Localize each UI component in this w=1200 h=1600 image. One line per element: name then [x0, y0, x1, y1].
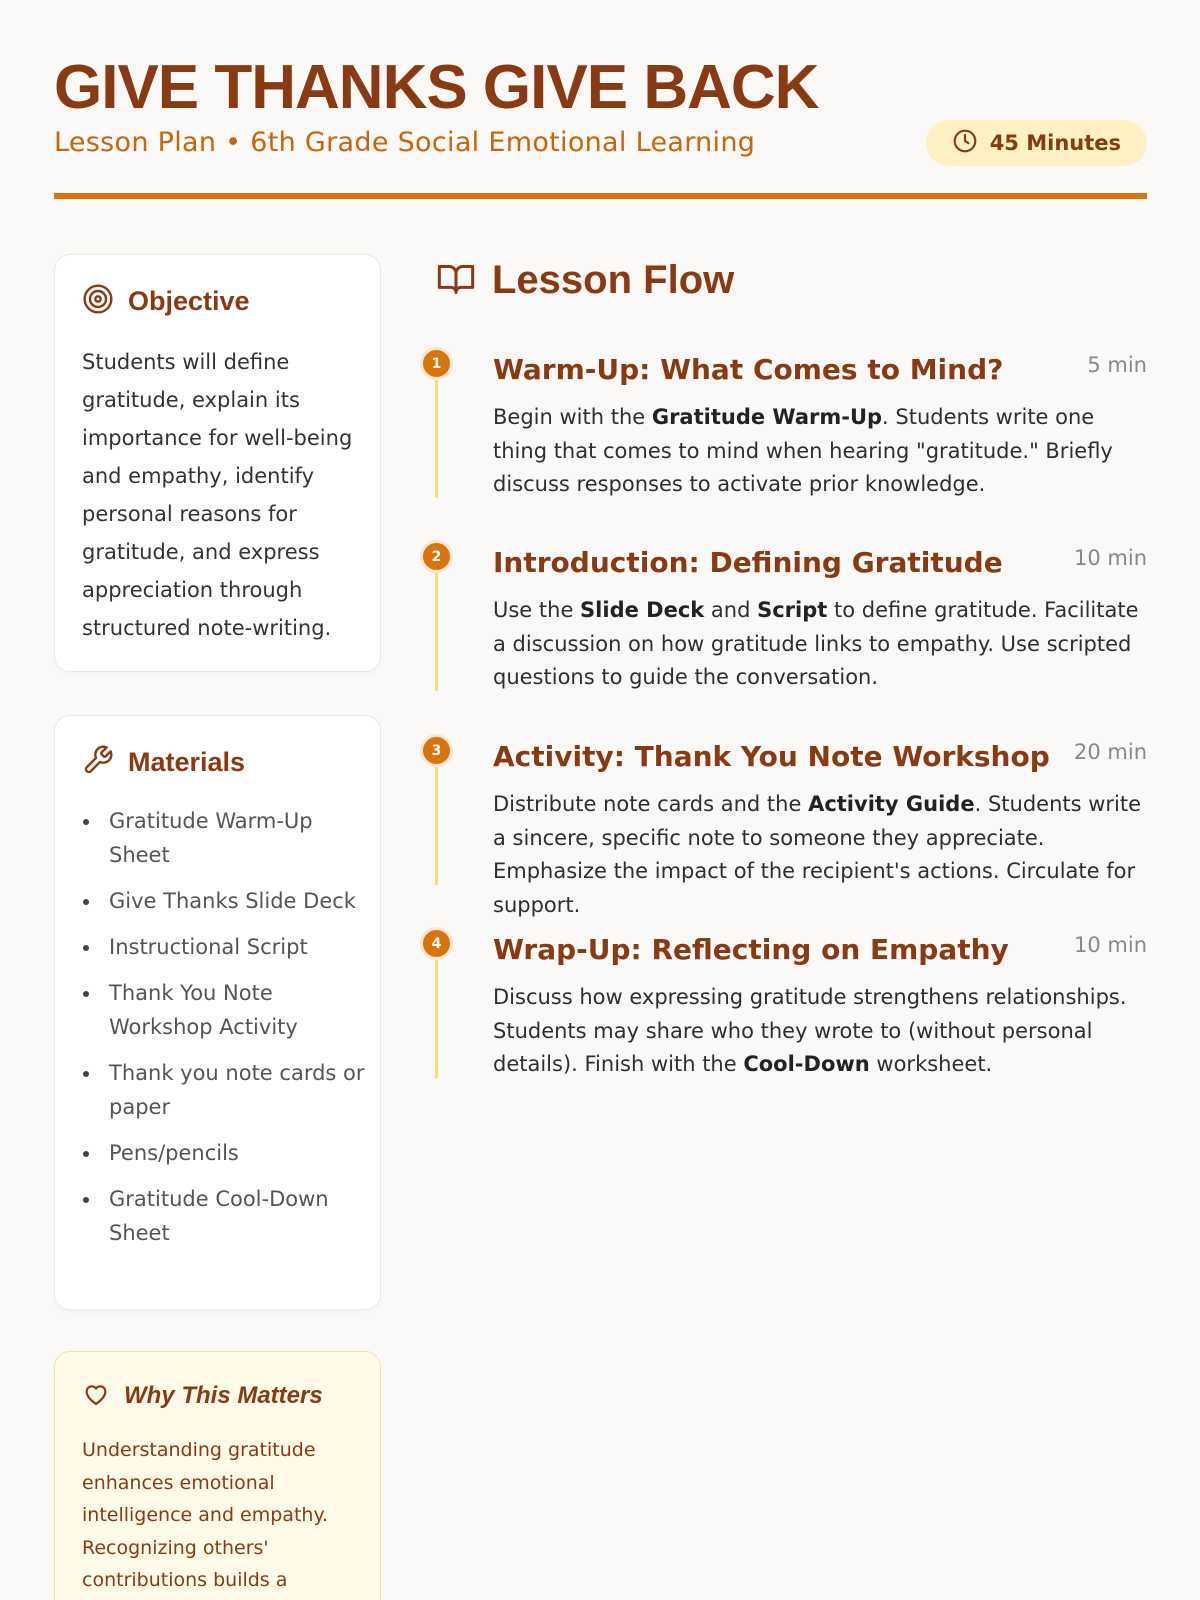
why-heading: Why This Matters	[124, 1382, 323, 1409]
timeline-connector	[435, 380, 438, 498]
step-duration: 10 min	[1074, 546, 1147, 570]
lesson-step	[420, 540, 1147, 700]
materials-heading: Materials	[128, 746, 246, 777]
description-text: and	[704, 598, 758, 622]
timeline-connector	[435, 767, 438, 885]
step-duration: 5 min	[1087, 353, 1147, 377]
step-title: Warm-Up: What Comes to Mind?	[493, 353, 1004, 386]
step-description	[493, 788, 1147, 922]
header-divider	[54, 193, 1147, 199]
description-text: . Students write one thing that comes to mind when hearing "gratitude." Briefly discuss responses to activate prior knowledge.	[493, 405, 1113, 496]
list-item: Give Thanks Slide Deck	[109, 884, 369, 918]
emphasized-text: Script	[757, 598, 828, 622]
why-this-matters-card	[54, 1351, 381, 1600]
step-title: Activity: Thank You Note Workshop	[493, 740, 1050, 773]
step-number-badge: 1	[420, 347, 453, 380]
materials-header	[82, 744, 245, 780]
timeline-connector	[435, 960, 438, 1078]
description-text: worksheet.	[869, 1052, 993, 1076]
list-item: Gratitude Cool-Down Sheet	[109, 1182, 369, 1250]
lesson-step	[420, 347, 1147, 507]
duration-label: 45 Minutes	[989, 131, 1121, 155]
list-item: Instructional Script	[109, 930, 369, 964]
page-title: GIVE THANKS GIVE BACK	[54, 53, 819, 122]
description-text: Use the	[493, 598, 581, 622]
lesson-step	[420, 734, 1147, 917]
description-text: to define gratitude. Facilitate a discussion on how gratitude links to empathy. Use scripted questions to guide the conversation.	[493, 598, 1139, 689]
emphasized-text: Gratitude Warm-Up	[651, 405, 883, 429]
materials-card	[54, 715, 381, 1310]
why-header	[82, 1380, 323, 1412]
objective-card	[54, 254, 381, 672]
target-icon	[82, 283, 114, 319]
page-header	[54, 53, 1147, 158]
list-item: Thank You Note Workshop Activity	[109, 976, 369, 1044]
description-text: . Students write a sincere, specific note to someone they appreciate. Emphasize the impact of the recipient's actions. Circulate for support.	[493, 792, 1142, 917]
objective-heading: Objective	[128, 285, 250, 316]
page-subtitle: Lesson Plan • 6th Grade Social Emotional Learning	[54, 127, 756, 158]
step-duration: 10 min	[1074, 933, 1147, 957]
materials-list	[109, 804, 369, 1262]
timeline-connector	[435, 573, 438, 691]
list-item: Gratitude Warm-Up Sheet	[109, 804, 369, 872]
objective-text: Students will define gratitude, explain its importance for well-being and empathy, identify personal reasons for gratitude, and express appreciation through structured note-writing.	[82, 350, 353, 640]
wrench-icon	[82, 744, 114, 780]
step-description	[493, 401, 1147, 502]
step-number-badge: 3	[420, 734, 453, 767]
why-text: Understanding gratitude enhances emotional intelligence and empathy. Recognizing others' contributions builds a	[82, 1439, 329, 1591]
emphasized-text: Cool-Down	[743, 1052, 870, 1076]
heart-icon	[82, 1380, 110, 1412]
objective-header	[82, 283, 250, 319]
step-title: Introduction: Defining Gratitude	[493, 546, 1003, 579]
lesson-flow-header	[436, 258, 734, 303]
book-open-icon	[436, 259, 476, 303]
description-text: Begin with the	[493, 405, 652, 429]
emphasized-text: Activity Guide	[808, 792, 975, 816]
description-text: Discuss how expressing gratitude strengthens relationships. Students may share who they wrote to (without personal details). Finish with the	[493, 985, 1127, 1076]
emphasized-text: Slide Deck	[580, 598, 705, 622]
list-item: Thank you note cards or paper	[109, 1056, 369, 1124]
step-title: Wrap-Up: Reflecting on Empathy	[493, 933, 1009, 966]
description-text: Distribute note cards and the	[493, 792, 809, 816]
step-number-badge: 4	[420, 927, 453, 960]
step-duration: 20 min	[1074, 740, 1147, 764]
step-number-badge: 2	[420, 540, 453, 573]
lesson-step	[420, 927, 1147, 1087]
step-description	[493, 594, 1147, 695]
step-description	[493, 981, 1147, 1082]
clock-icon	[952, 128, 978, 159]
lesson-flow-heading: Lesson Flow	[492, 258, 735, 302]
list-item: Pens/pencils	[109, 1136, 369, 1170]
duration-badge	[926, 120, 1147, 166]
